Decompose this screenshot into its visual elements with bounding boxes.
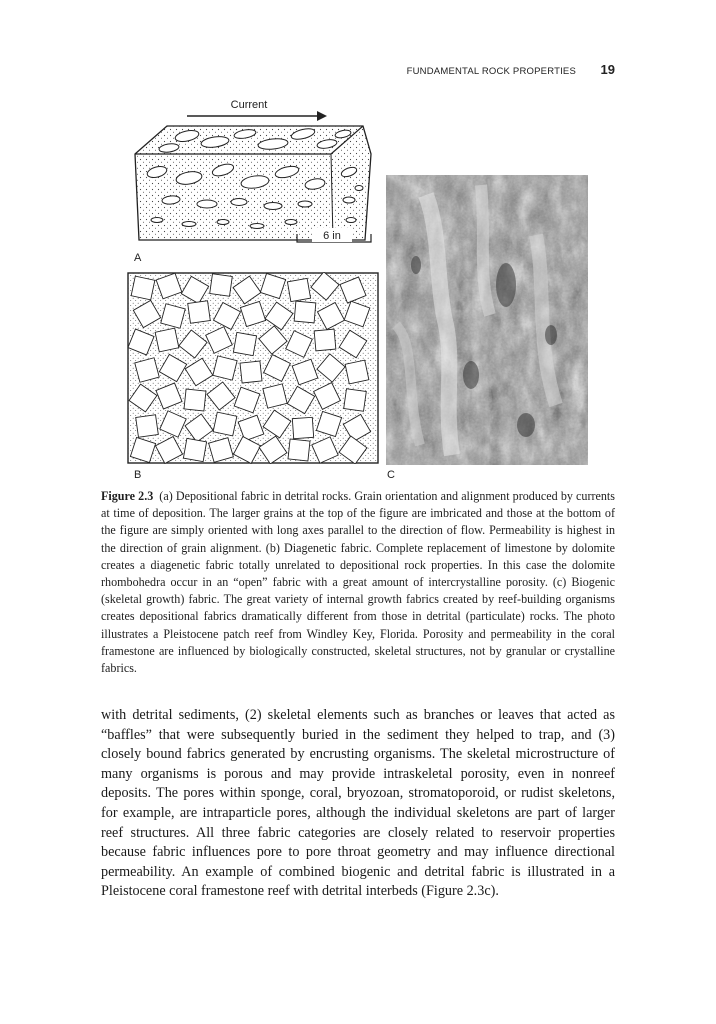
running-title: FUNDAMENTAL ROCK PROPERTIES — [406, 66, 576, 77]
body-paragraph: with detrital sediments, (2) skeletal elements such as branches or leaves that acted as “baffles” that were subsequently buried in the sediment they helped to trap, and (3) closely bound fabrics generated by encrusting organisms. The skeletal microstructure of many organisms is porous and may provide intraskeletal porosity, even in nonreef deposits. The pores within sponge, coral, bryozoan, stromatoporoid, or rudist skeletons, for example, are intraparticle pores, although the individual skeletons are part of larger reef structures. All three fabric categories are closely related to reservoir properties because fabric influences pore to pore throat geometry and may influence directional permeability. An example of combined biogenic and detrital fabric is illustrated in a Pleistocene coral framestone reef with detrital interbeds (Figure 2.3c). — [101, 707, 615, 900]
panel-c-label: C — [387, 469, 395, 481]
scale-label: 6 in — [323, 230, 341, 242]
figure-panel-a — [127, 92, 379, 260]
panel-b-label: B — [134, 469, 142, 481]
coral-framestone-photo — [386, 175, 588, 465]
sediment-block — [135, 126, 371, 240]
current-label: Current — [230, 99, 268, 111]
figure-caption-text: (a) Depositional fabric in detrital rocks. Grain orientation and alignment produced by currents at time of deposition. The larger grains at the top of the figure are imbricated and those at the bottom of the figure are simply oriented with long axes parallel to the direction of flow. Permeability is highest in the direction of grain alignment. (b) Diagenetic fabric. Complete replacement of limestone by dolomite creates a diagenetic fabric totally unrelated to depositional rock properties. In this case the dolomite rhombohedra occur in an “open” fabric with a great amount of intercrystalline porosity. (c) Biogenic (skeletal growth) fabric. The great variety of internal growth fabrics created by reef-building organisms creates depositional fabrics dramatically different from those in detrital (particulate) rocks. The photo illustrates a Pleistocene patch reef from Windley Key, Florida. Porosity and permeability in the coral framestone are influenced by biologically constructed, skeletal structures, not by granular or crystalline fabrics. — [101, 489, 615, 676]
current-arrow-icon — [187, 111, 327, 121]
panel-a-label: A — [134, 252, 142, 264]
figure-caption-label: Figure 2.3 — [101, 489, 154, 503]
page-header — [0, 62, 716, 82]
figure-panel-b — [127, 272, 379, 464]
figure-caption — [101, 488, 615, 677]
page-number: 19 — [600, 62, 615, 77]
